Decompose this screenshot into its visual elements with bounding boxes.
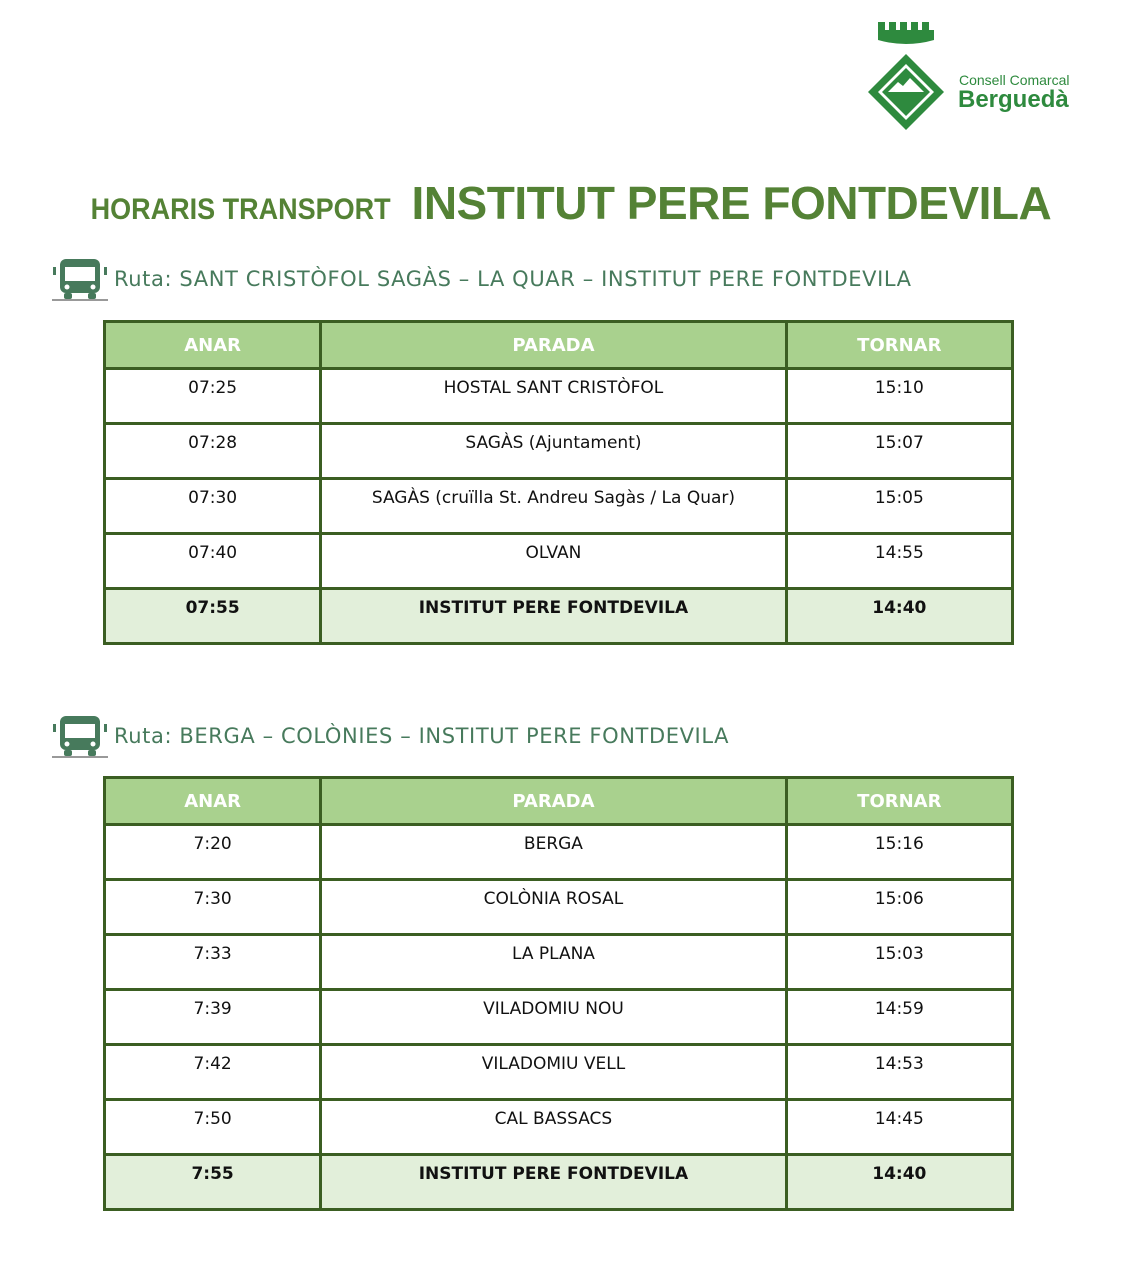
cell-tornar: 15:05: [786, 479, 1012, 534]
route-label: Ruta: BERGA – COLÒNIES – INSTITUT PERE FONTDEVILA: [114, 724, 730, 748]
cell-parada: OLVAN: [321, 534, 786, 589]
table-row: [105, 825, 1013, 880]
cell-parada: CAL BASSACS: [321, 1100, 786, 1155]
table-row: [105, 424, 1013, 479]
cell-tornar: 15:16: [786, 825, 1012, 880]
route-label: Ruta: SANT CRISTÒFOL SAGÀS – LA QUAR – INSTITUT PERE FONTDEVILA: [114, 267, 912, 291]
header-parada: PARADA: [321, 778, 786, 825]
bus-icon: [52, 714, 108, 758]
cell-tornar: 14:45: [786, 1100, 1012, 1155]
schedule-table-2: [103, 776, 1014, 1211]
cell-anar: 7:39: [105, 990, 321, 1045]
cell-tornar: 14:40: [786, 1155, 1012, 1210]
cell-anar: 7:33: [105, 935, 321, 990]
cell-anar: 07:55: [105, 589, 321, 644]
header-anar: ANAR: [105, 322, 321, 369]
table-row: [105, 1100, 1013, 1155]
logo-line1: Consell Comarcal: [959, 72, 1070, 88]
cell-tornar: 14:55: [786, 534, 1012, 589]
cell-tornar: 15:07: [786, 424, 1012, 479]
table-row: [105, 1045, 1013, 1100]
cell-parada: VILADOMIU VELL: [321, 1045, 786, 1100]
cell-anar: 7:20: [105, 825, 321, 880]
cell-anar: 7:42: [105, 1045, 321, 1100]
table-row: [105, 990, 1013, 1045]
cell-anar: 7:30: [105, 880, 321, 935]
title-prefix: HORARIS TRANSPORT: [90, 193, 391, 226]
header-row: [105, 322, 1013, 369]
cell-parada: INSTITUT PERE FONTDEVILA: [321, 1155, 786, 1210]
table-row: [105, 369, 1013, 424]
table-row: [105, 534, 1013, 589]
route-heading-2: [52, 714, 729, 758]
cell-anar: 07:30: [105, 479, 321, 534]
page-title: [0, 176, 1125, 230]
cell-parada: INSTITUT PERE FONTDEVILA: [321, 589, 786, 644]
cell-parada: SAGÀS (Ajuntament): [321, 424, 786, 479]
table-row: [105, 1155, 1013, 1210]
cell-anar: 07:40: [105, 534, 321, 589]
header-tornar: TORNAR: [786, 778, 1012, 825]
route-heading-1: [52, 257, 912, 301]
cell-anar: 07:28: [105, 424, 321, 479]
bus-icon: [52, 257, 108, 301]
cell-parada: SAGÀS (cruïlla St. Andreu Sagàs / La Quar): [321, 479, 786, 534]
cell-tornar: 15:03: [786, 935, 1012, 990]
table-row: [105, 589, 1013, 644]
logo-line2: Berguedà: [958, 86, 1069, 113]
cell-tornar: 15:06: [786, 880, 1012, 935]
cell-parada: LA PLANA: [321, 935, 786, 990]
cell-anar: 7:50: [105, 1100, 321, 1155]
table-row: [105, 479, 1013, 534]
cell-parada: VILADOMIU NOU: [321, 990, 786, 1045]
header-row: [105, 778, 1013, 825]
title-main: INSTITUT PERE FONTDEVILA: [411, 177, 1052, 229]
cell-parada: HOSTAL SANT CRISTÒFOL: [321, 369, 786, 424]
table-row: [105, 935, 1013, 990]
header-anar: ANAR: [105, 778, 321, 825]
table-row: [105, 880, 1013, 935]
header-tornar: TORNAR: [786, 322, 1012, 369]
cell-parada: BERGA: [321, 825, 786, 880]
schedule-table-1: [103, 320, 1014, 645]
cell-anar: 07:25: [105, 369, 321, 424]
header-parada: PARADA: [321, 322, 786, 369]
cell-tornar: 14:40: [786, 589, 1012, 644]
cell-tornar: 14:59: [786, 990, 1012, 1045]
cell-tornar: 14:53: [786, 1045, 1012, 1100]
cell-tornar: 15:10: [786, 369, 1012, 424]
cell-parada: COLÒNIA ROSAL: [321, 880, 786, 935]
cell-anar: 7:55: [105, 1155, 321, 1210]
